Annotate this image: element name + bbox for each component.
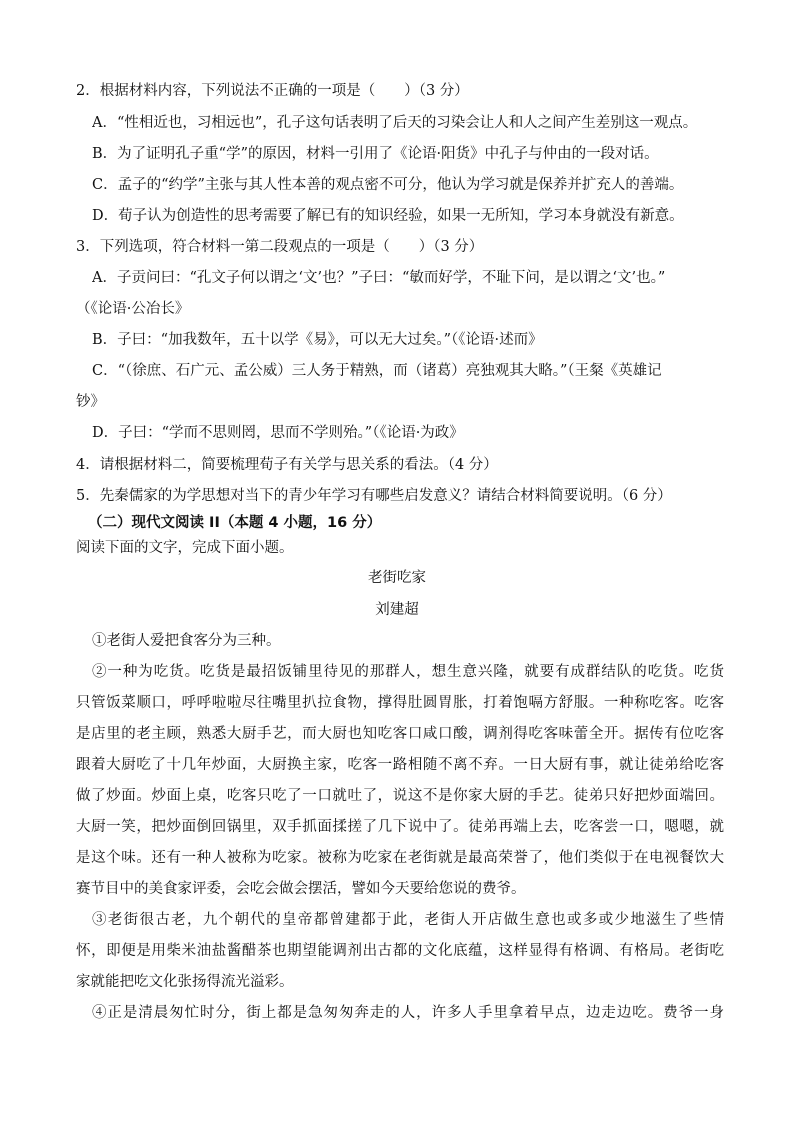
question-2-option-d: D．荀子认为创造性的思考需要了解已有的知识经验，如果一无所知，学习本身就没有新意。	[92, 208, 684, 224]
section-heading: （二）现代文阅读 II（本题 4 小题，16 分）	[88, 515, 382, 531]
article-paragraph-2-line: 是店里的老主顾，熟悉大厨手艺，而大厨也知吃客口咸口酸，调剂得吃客味蕾全开。据传有位吃客	[76, 726, 724, 742]
question-3-stem: 3．下列选项，符合材料一第二段观点的一项是（ ）（3 分）	[76, 239, 484, 255]
article-paragraph-4-line: ④正是清晨匆忙时分，街上都是急匆匆奔走的人，许多人手里拿着早点，边走边吃。费爷一身	[92, 1005, 724, 1021]
article-paragraph-2-line: 只管饭菜顺口，呼呼啦啦尽往嘴里扒拉食物，撑得肚圆胃胀，打着饱嗝方舒服。一种称吃客。吃客	[76, 695, 724, 711]
article-paragraph-3-line: 家就能把吃文化张扬得流光溢彩。	[76, 974, 294, 990]
question-2-option-a: A．“性相近也，习相远也”，孔子这句话表明了后天的习染会让人和人之间产生差别这一观点。	[92, 115, 698, 131]
question-4: 4．请根据材料二，简要梳理荀子有关学与思关系的看法。（4 分）	[76, 457, 498, 473]
article-paragraph-2-line: 做了炒面。炒面上桌，吃客只吃了一口就吐了，说这不是你家大厨的手艺。徒弟只好把炒面端回。	[76, 788, 724, 804]
question-5: 5．先秦儒家的为学思想对当下的青少年学习有哪些启发意义？请结合材料简要说明。（6 分）	[76, 488, 672, 504]
question-3-option-a-source: （《论语·公冶长》	[76, 301, 190, 317]
question-3-option-a: A．子贡问曰：“孔文子何以谓之‘文’也？”子曰：“敏而好学，不耻下问，是以谓之‘文’也。”	[92, 270, 666, 286]
question-2-option-c: C．孟子的“约学”主张与其人性本善的观点密不可分，他认为学习就是保养并扩充人的善端。	[92, 177, 684, 193]
article-paragraph-2-line: 赛节目中的美食家评委，会吃会做会摆活，譬如今天要给您说的费爷。	[76, 881, 526, 897]
question-3-option-b: B．子曰：“加我数年，五十以学《易》，可以无大过矣。”（《论语·述而》	[92, 332, 543, 348]
section-instruction: 阅读下面的文字，完成下面小题。	[76, 540, 294, 556]
question-2-option-b: B．为了证明孔子重“学”的原因，材料一引用了《论语·阳货》中孔子与仲由的一段对话。	[92, 146, 659, 162]
question-2-stem: 2．根据材料内容，下列说法不正确的一项是（ ）（3 分）	[76, 83, 469, 99]
article-paragraph-2-line: 大厨一笑，把炒面倒回锅里，双手抓面揉搓了几下说中了。徒弟再端上去，吃客尝一口，嗯嗯，就	[76, 819, 724, 835]
question-3-option-d: D．子曰：“学而不思则罔，思而不学则殆。”（《论语·为政》	[92, 425, 464, 441]
article-paragraph-2-line: 跟着大厨吃了十几年炒面，大厨换主家，吃客一路相随不离不弃。一日大厨有事，就让徒弟给吃客	[76, 757, 724, 773]
article-paragraph-2-line: 是这个味。还有一种人被称为吃家。被称为吃家在老街就是最高荣誉了，他们类似于在电视餐饮大	[76, 850, 724, 866]
question-3-option-c-source: 钞》	[76, 394, 105, 410]
article-paragraph-2-line: ②一种为吃货。吃货是最招饭铺里待见的那群人，想生意兴隆，就要有成群结队的吃货。吃货	[92, 664, 724, 680]
article-paragraph-3-line: 怀，即便是用柴米油盐酱醋茶也期望能调剂出古都的文化底蕴，这样显得有格调、有格局。老街吃	[76, 943, 724, 959]
article-paragraph-1: ①老街人爱把食客分为三种。	[92, 633, 281, 649]
article-title: 老街吃家	[368, 570, 426, 586]
question-3-option-c: C．“（徐庶、石广元、孟公威）三人务于精熟，而（诸葛）亮独观其大略。”（王粲《英雄记	[92, 363, 662, 379]
article-paragraph-3-line: ③老街很古老，九个朝代的皇帝都曾建都于此，老街人开店做生意也或多或少地滋生了些情	[92, 912, 724, 928]
article-author: 刘建超	[375, 602, 419, 618]
